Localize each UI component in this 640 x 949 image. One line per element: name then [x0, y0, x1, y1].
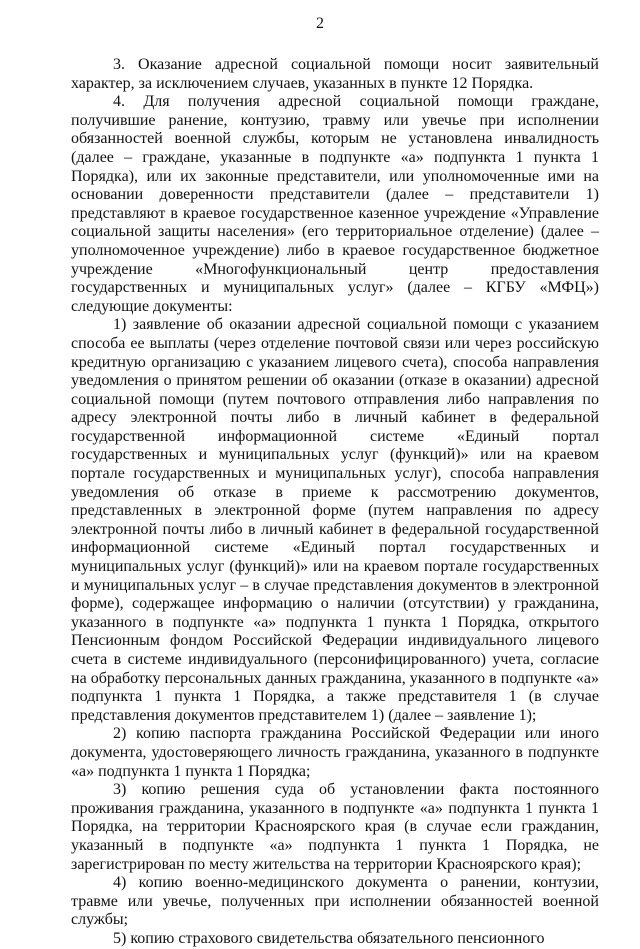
list-item-5-insurance-certificate-copy: 5) копию страхового свидетельства обязательного пенсионного	[113, 929, 545, 947]
paragraph-item-4: 4. Для получения адресной социальной помощи граждане, получившие ранение, контузию, травму или увечье при исполнении обязанностей военной службы, которым не установлена инвалидность (далее – граждане, указанные в подпункте «а» подпункта 1 пункта 1 Порядка), или их законные представители, или уполномоченные ими на основании доверенности представители (далее – представители 1) представляют в краевое государственное казенное учреждение «Управление социальной защиты населения» (его территориальное отделение) (далее – уполномоченное учреждение) либо в краевое государственное бюджетное учреждение «Многофункциональный центр предоставления государственных и муниципальных услуг» (далее – КГБУ «МФЦ») следующие документы:	[71, 93, 599, 315]
page-number: 2	[316, 15, 324, 32]
list-item-1-application: 1) заявление об оказании адресной социальной помощи с указанием способа ее выплаты (через отделение почтовой связи или через российскую кредитную организацию с указанием лицевого счета), способа направления уведомления о принятом решении об оказании (отказе в оказании) адресной социальной помощи (путем почтового отправления либо направления по адресу электронной почты либо в личный кабинет в федеральной государственной информационной системе «Единый портал государственных и муниципальных услуг (функций)» или на краевом портале государственных и муниципальных услуг), способа направления уведомления об отказе в приеме к рассмотрению документов, представленных в электронной форме (путем направления по адресу электронной почты либо в личный кабинет в федеральной государственной информационной системе «Единый портал государственных и муниципальных услуг (функций)» или на краевом портале государственных и муниципальных услуг – в случае представления документов в электронной форме), содержащее информацию о наличии (отсутствии) у гражданина, указанного в подпункте «а» подпункта 1 пункта 1 Порядка, открытого Пенсионным фондом Российской Федерации индивидуального лицевого счета в системе индивидуального (персонифицированного) учета, согласие на обработку персональных данных гражданина, указанного в подпункте «а» подпункта 1 пункта 1 Порядка, а также представителя 1 (в случае представления документов представителем 1) (далее – заявление 1);	[71, 316, 599, 724]
document-body	[71, 56, 599, 949]
paragraph-item-3: 3. Оказание адресной социальной помощи носит заявительный характер, за исключением случаев, указанных в пункте 12 Порядка.	[71, 56, 599, 92]
list-item-3-court-decision-copy: 3) копию решения суда об установлении факта постоянного проживания гражданина, указанного в подпункте «а» подпункта 1 пункта 1 Порядка, на территории Красноярского края (в случае если гражданин, указанный в подпункте «а» подпункта 1 пункта 1 Порядка, не зарегистрирован по месту жительства на территории Красноярского края);	[71, 781, 599, 873]
list-item-4-medical-document-copy: 4) копию военно-медицинского документа о ранении, контузии, травме или увечье, полученных при исполнении обязанностей военной службы;	[71, 874, 599, 929]
list-item-2-passport-copy: 2) копию паспорта гражданина Российской Федерации или иного документа, удостоверяющего личность гражданина, указанного в подпункте «а» подпункта 1 пункта 1 Порядка;	[71, 725, 599, 780]
